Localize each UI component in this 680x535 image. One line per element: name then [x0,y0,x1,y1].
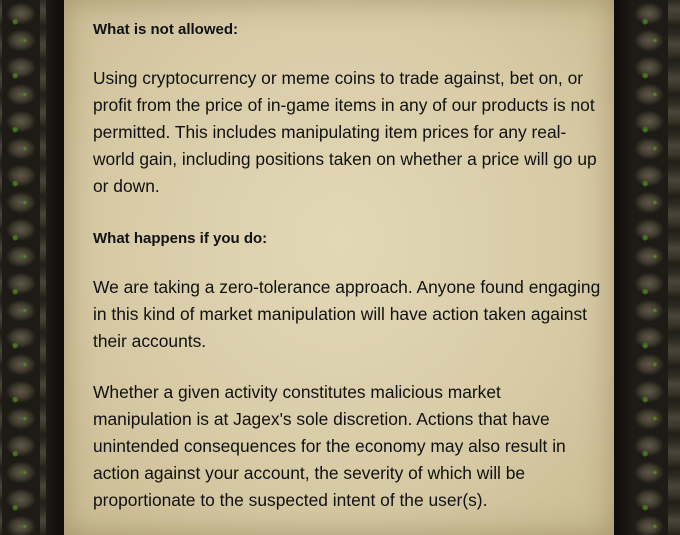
right-decorative-border [614,0,680,535]
paragraph-zero-tolerance: We are taking a zero-tolerance approach. Anyone found engaging in this kind of market manipulation will have action taken against their accounts. [93,277,601,351]
section-heading-not-allowed: What is not allowed: [93,21,238,38]
left-decorative-border [0,0,64,535]
section-heading-consequences: What happens if you do: [93,230,268,247]
vine-ornament [8,0,32,535]
paragraph-not-allowed: Using cryptocurrency or meme coins to trade against, bet on, or profit from the price of in-game items in any of our products is not permitted. This includes manipulating item prices for any real-world gain, including positions taken on whether a price will go up or down. [93,68,597,196]
vine-ornament [638,0,662,535]
paragraph-discretion: Whether a given activity constitutes malicious market manipulation is at Jagex's sole discretion. Actions that have unintended consequences for the economy may also result in action against your account, the severity of which will be proportionate to the suspected intent of the user(s). [93,382,566,510]
